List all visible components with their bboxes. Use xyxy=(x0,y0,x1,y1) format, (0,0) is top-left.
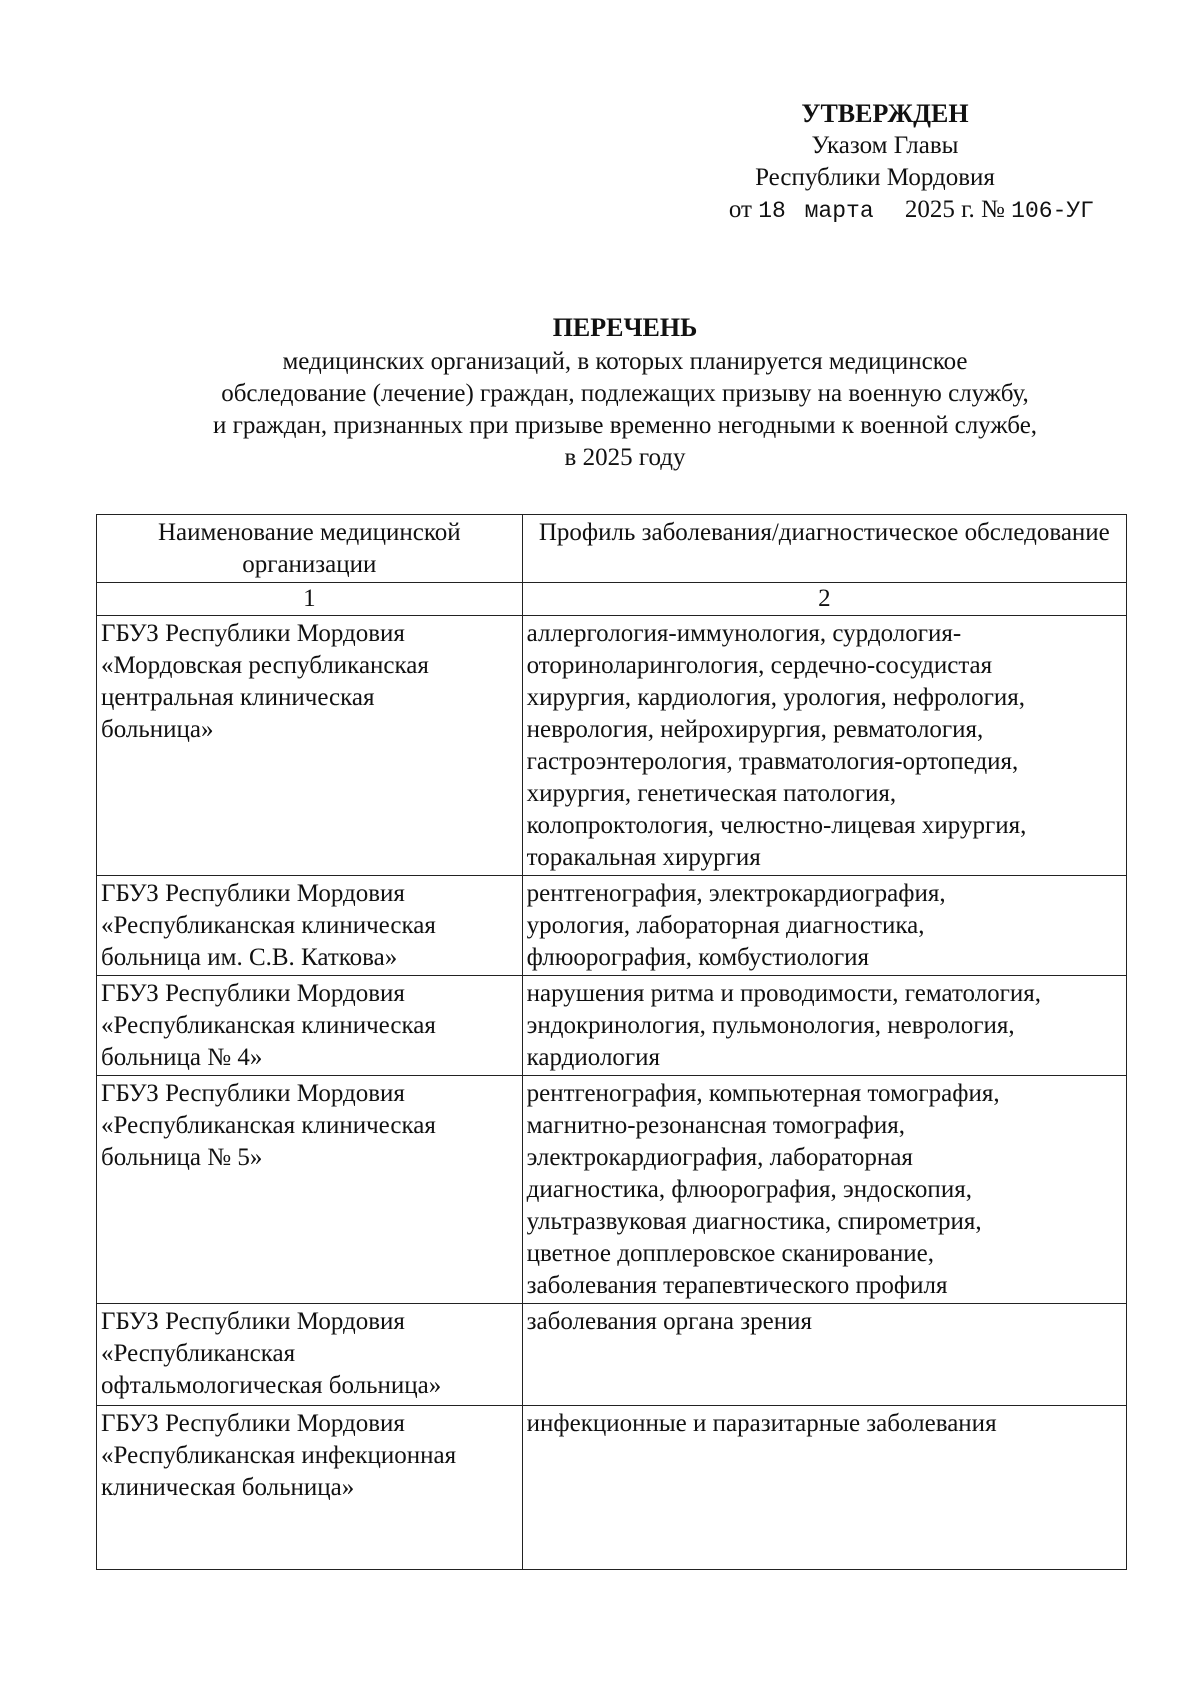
date-year: 2025 г. № xyxy=(904,196,1005,223)
organization-cell-line: «Мордовская республиканская xyxy=(101,652,429,679)
approval-region: Республики Мордовия xyxy=(755,164,995,191)
column-number: 1 xyxy=(97,583,523,616)
organization-cell-line: офтальмологическая больница» xyxy=(101,1372,442,1399)
profile-cell xyxy=(522,876,1126,976)
organization-cell-line: больница № 5» xyxy=(101,1144,263,1171)
document-title xyxy=(90,312,1160,474)
table-row xyxy=(97,876,1127,976)
profile-cell-line: цветное допплеровское сканирование, xyxy=(526,1240,934,1267)
approval-date xyxy=(640,194,1100,227)
profile-cell-line: ультразвуковая диагностика, спирометрия, xyxy=(526,1208,982,1235)
column-number-row xyxy=(97,583,1127,616)
organization-cell-line: больница им. С.В. Каткова» xyxy=(101,944,398,971)
organization-cell-line: ГБУЗ Республики Мордовия xyxy=(101,620,405,647)
organization-cell-line: ГБУЗ Республики Мордовия xyxy=(101,1308,405,1335)
profile-cell-line: флюорография, комбустиология xyxy=(526,944,869,971)
organization-cell xyxy=(97,1304,523,1406)
profile-cell-line: хирургия, генетическая патология, xyxy=(526,780,897,807)
date-month: марта xyxy=(804,198,874,224)
title-line: в 2025 году xyxy=(564,444,686,471)
profile-cell-line: колопроктология, челюстно-лицевая хирургия, xyxy=(526,812,1027,839)
organization-cell-line: «Республиканская xyxy=(101,1340,296,1367)
table-row xyxy=(97,1406,1127,1570)
organization-cell-line: больница» xyxy=(101,716,214,743)
organization-cell-line: клиническая больница» xyxy=(101,1474,355,1501)
approval-block xyxy=(640,98,1100,227)
table-row xyxy=(97,1076,1127,1304)
organization-cell-line: «Республиканская клиническая xyxy=(101,1112,436,1139)
title-line: и граждан, признанных при призыве временно негодными к военной службе, xyxy=(212,412,1038,439)
organization-cell-line: ГБУЗ Республики Мордовия xyxy=(101,1410,405,1437)
profile-cell-line: кардиология xyxy=(526,1044,661,1071)
profile-cell-line: неврология, нейрохирургия, ревматология, xyxy=(526,716,984,743)
title-line: медицинских организаций, в которых планируется медицинское xyxy=(282,348,968,375)
profile-cell-line: рентгенография, компьютерная томография, xyxy=(526,1080,1000,1107)
title-heading: ПЕРЕЧЕНЬ xyxy=(552,313,698,342)
table-row xyxy=(97,976,1127,1076)
column-number: 2 xyxy=(522,583,1126,616)
table-row xyxy=(97,616,1127,876)
organization-cell-line: центральная клиническая xyxy=(101,684,375,711)
organization-cell-line: ГБУЗ Республики Мордовия xyxy=(101,980,405,1007)
profile-cell xyxy=(522,976,1126,1076)
profile-cell-line: аллергология-иммунология, сурдология- xyxy=(526,620,962,647)
profile-cell xyxy=(522,1304,1126,1406)
profile-cell-line: диагностика, флюорография, эндоскопия, xyxy=(526,1176,972,1203)
organization-cell-line: «Республиканская инфекционная xyxy=(101,1442,457,1469)
table-body xyxy=(97,616,1127,1570)
approval-stamp: УТВЕРЖДЕН xyxy=(801,99,969,128)
header-profile: Профиль заболевания/диагностическое обследование xyxy=(522,515,1126,583)
organizations-table xyxy=(96,514,1127,1570)
profile-cell-line: торакальная хирургия xyxy=(526,844,761,871)
profile-cell-line: электрокардиография, лабораторная xyxy=(526,1144,913,1171)
organization-cell-line: ГБУЗ Республики Мордовия xyxy=(101,1080,405,1107)
profile-cell-line: магнитно-резонансная томография, xyxy=(526,1112,905,1139)
date-prefix: от xyxy=(728,196,752,223)
organization-cell-line: «Республиканская клиническая xyxy=(101,912,436,939)
organization-cell-line: больница № 4» xyxy=(101,1044,263,1071)
organization-cell-line: «Республиканская клиническая xyxy=(101,1012,436,1039)
title-line: обследование (лечение) граждан, подлежащих призыву на военную службу, xyxy=(221,380,1029,407)
profile-cell-line: хирургия, кардиология, урология, нефрология, xyxy=(526,684,1026,711)
organization-cell xyxy=(97,616,523,876)
profile-cell xyxy=(522,616,1126,876)
organization-cell xyxy=(97,876,523,976)
table-header-row xyxy=(97,515,1127,583)
profile-cell-line: инфекционные и паразитарные заболевания xyxy=(526,1410,997,1437)
approval-issuer: Указом Главы xyxy=(811,132,959,159)
profile-cell-line: рентгенография, электрокардиография, xyxy=(526,880,946,907)
profile-cell xyxy=(522,1406,1126,1570)
organization-cell xyxy=(97,1406,523,1570)
table-row xyxy=(97,1304,1127,1406)
organization-cell-line: ГБУЗ Республики Мордовия xyxy=(101,880,405,907)
profile-cell-line: оториноларингология, сердечно-сосудистая xyxy=(526,652,993,679)
profile-cell-line: заболевания терапевтического профиля xyxy=(526,1272,948,1299)
date-day: 18 xyxy=(758,198,786,224)
profile-cell-line: эндокринология, пульмонология, неврология, xyxy=(526,1012,1015,1039)
header-organization: Наименование медицинской организации xyxy=(97,515,523,583)
decree-number: 106-УГ xyxy=(1011,198,1094,224)
profile-cell-line: урология, лабораторная диагностика, xyxy=(526,912,925,939)
profile-cell xyxy=(522,1076,1126,1304)
profile-cell-line: заболевания органа зрения xyxy=(526,1308,812,1335)
organization-cell xyxy=(97,976,523,1076)
organization-cell xyxy=(97,1076,523,1304)
profile-cell-line: гастроэнтерология, травматология-ортопедия, xyxy=(526,748,1019,775)
profile-cell-line: нарушения ритма и проводимости, гематология, xyxy=(526,980,1042,1007)
